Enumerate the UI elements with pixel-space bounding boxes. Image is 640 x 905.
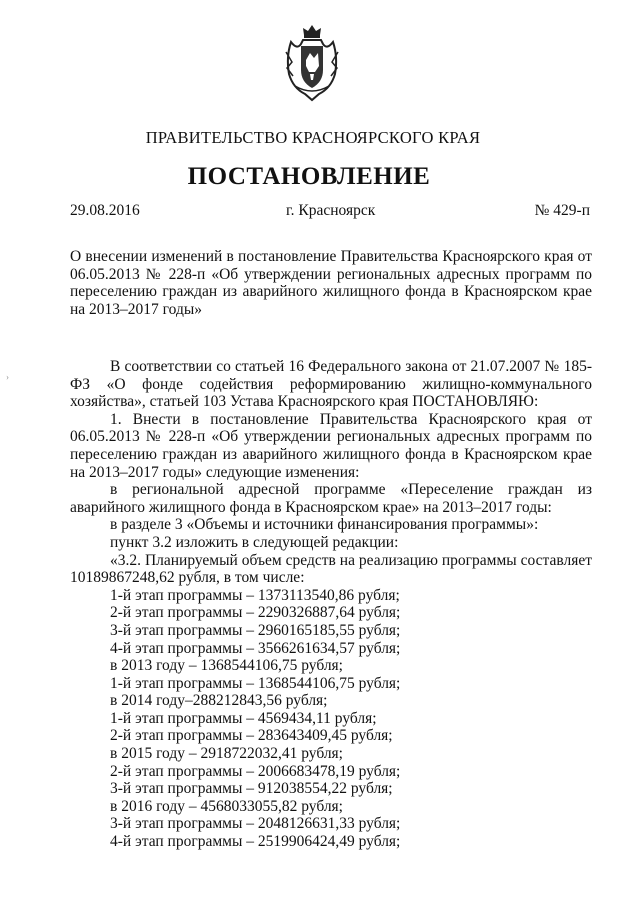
- point-3-2-paragraph: пункт 3.2 изложить в следующей редакции:: [110, 533, 399, 551]
- document-number: № 429-п: [534, 202, 590, 219]
- document-subject: О внесении изменений в постановление Правительства Красноярского края от 06.05.2013 № 228-п «Об утверждении региональных адресных программ по переселению граждан из аварийного жилищного фонда в Красноярском крае на 2013–2017 годы»: [70, 248, 592, 318]
- document-body: [70, 358, 592, 851]
- list-item: в 2013 году – 1368544106,75 рубля;: [110, 657, 343, 675]
- document-date: 29.08.2016: [70, 202, 140, 219]
- list-item: 4-й этап программы – 3566261634,57 рубля;: [110, 639, 401, 657]
- clause-1-paragraph: 1. Внести в постановление Правительства Красноярского края от 06.05.2013 № 228-п «Об утверждении региональных адресных программ по переселению граждан из аварийного жилищного фонда в Красноярском крае на 2013–2017 годы» следующие изменения:: [70, 410, 592, 481]
- list-item: в 2014 году–288212843,56 рубля;: [110, 692, 328, 710]
- list-item: 2-й этап программы – 2006683478,19 рубля;: [110, 762, 401, 780]
- date-line: [70, 202, 590, 222]
- list-item: 1-й этап программы – 1368544106,75 рубля;: [110, 674, 401, 692]
- document-city: г. Красноярск: [286, 202, 376, 219]
- list-item: 3-й этап программы – 2048126631,33 рубля;: [110, 815, 401, 833]
- list-item: 1-й этап программы – 1373113540,86 рубля;: [110, 586, 400, 604]
- section-3-paragraph: в разделе 3 «Объемы и источники финансирования программы»:: [110, 516, 539, 534]
- stray-margin-mark: ›: [6, 372, 9, 382]
- coat-of-arms-emblem: [283, 22, 341, 102]
- list-item: 3-й этап программы – 2960165185,55 рубля;: [110, 621, 401, 639]
- government-name: ПРАВИТЕЛЬСТВО КРАСНОЯРСКОГО КРАЯ: [145, 128, 481, 147]
- program-paragraph: в региональной адресной программе «Переселение граждан из аварийного жилищного фонда в Красноярском крае» на 2013–2017 годы:: [70, 481, 592, 516]
- document-type-title: ПОСТАНОВЛЕНИЕ: [187, 163, 431, 190]
- list-item: 1-й этап программы – 4569434,11 рубля;: [110, 709, 377, 727]
- list-item: 4-й этап программы – 2519906424,49 рубля;: [110, 833, 401, 851]
- list-item: 2-й этап программы – 2290326887,64 рубля;: [110, 604, 401, 622]
- preamble-paragraph: В соответствии со статьей 16 Федерального закона от 21.07.2007 № 185-ФЗ «О фонде содействия реформированию жилищно-коммунального хозяйства», статьей 103 Устава Красноярского края ПОСТАНОВЛЯЮ:: [70, 358, 592, 411]
- list-item: в 2015 году – 2918722032,41 рубля;: [110, 745, 343, 763]
- list-item: 2-й этап программы – 283643409,45 рубля;: [110, 727, 393, 745]
- funding-total-paragraph: «3.2. Планируемый объем средств на реализацию программы составляет 10189867248,62 рубля, в том числе:: [70, 551, 592, 587]
- list-item: в 2016 году – 4568033055,82 рубля;: [110, 797, 343, 815]
- list-item: 3-й этап программы – 912038554,22 рубля;: [110, 780, 393, 798]
